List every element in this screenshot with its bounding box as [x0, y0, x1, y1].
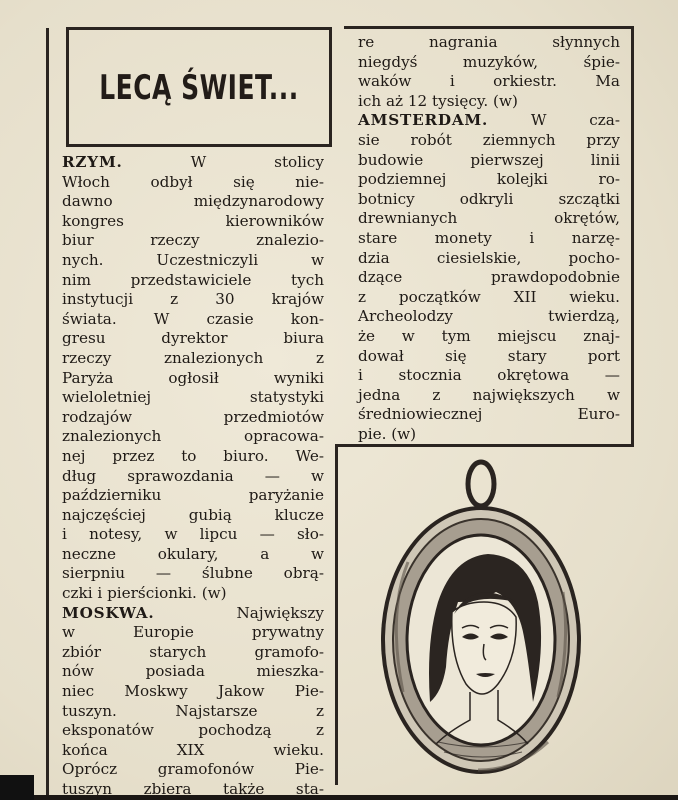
line-text: pie. (w) — [358, 424, 417, 443]
line-text: waków i orkiestr. Ma — [358, 72, 620, 91]
line-text: dzące prawdopodobnie — [358, 268, 620, 287]
line-text: sie robót ziemnych przy — [358, 130, 620, 149]
right-column-line — [358, 229, 620, 249]
line-text: z początków XII wieku. — [358, 287, 620, 306]
left-column-line — [62, 525, 324, 545]
left-column-line — [62, 623, 324, 643]
left-column-line — [62, 760, 324, 780]
right-column-line — [358, 327, 620, 347]
line-text: instytucji z 30 krajów — [62, 290, 324, 309]
left-column-line — [62, 388, 324, 408]
left-text-column — [62, 153, 324, 800]
line-text: niec Moskwy Jakow Pie- — [62, 682, 324, 701]
dateline-keyword: MOSKWA. — [62, 603, 155, 622]
line-text: niegdyś muzyków, śpie- — [358, 52, 620, 71]
line-text: dzia ciesielskie, pocho- — [358, 248, 620, 267]
line-text: wieloletniej statystyki — [62, 388, 324, 407]
left-column-line — [62, 447, 324, 467]
line-text: podziemnej kolejki ro- — [358, 170, 620, 189]
line-text: znalezionych opracowa- — [62, 427, 324, 446]
line-text: ich aż 12 tysięcy. (w) — [358, 91, 518, 110]
right-column-line — [358, 33, 620, 53]
right-column-line — [358, 72, 620, 92]
line-text: drewnianych okrętów, — [358, 209, 620, 228]
left-column-line — [62, 467, 324, 487]
pendant-portrait-illustration — [378, 452, 588, 782]
line-text: nim przedstawiciele tych — [62, 270, 324, 289]
left-column-line — [62, 369, 324, 389]
line-text: W cza- — [488, 111, 620, 130]
line-text: świata. W czasie kon- — [62, 309, 324, 328]
left-column-line — [62, 231, 324, 251]
line-text: tuszyn. Najstarsze z — [62, 701, 324, 720]
right-vertical-rule — [631, 26, 634, 447]
left-column-line — [62, 721, 324, 741]
right-column-line — [358, 209, 620, 229]
left-column-line — [62, 427, 324, 447]
left-column-line — [62, 271, 324, 291]
left-column-line — [62, 212, 324, 232]
line-text: botnicy odkryli szczątki — [358, 189, 620, 208]
line-text: gresu dyrektor biura — [62, 329, 324, 348]
line-text: budowie pierwszej linii — [358, 150, 620, 169]
right-column-line — [358, 249, 620, 269]
left-column-line — [62, 643, 324, 663]
line-text: nych. Uczestniczyli w — [62, 250, 324, 269]
line-text: Archeolodzy twierdzą, — [358, 307, 620, 326]
line-text: i notesy, w lipcu — sło- — [62, 525, 324, 544]
line-text: rodzajów przedmiotów — [62, 407, 324, 426]
left-column-line — [62, 506, 324, 526]
line-text: rzeczy znalezionych z — [62, 348, 324, 367]
pendant-ring — [468, 462, 494, 506]
headline: LECĄ ŚWIET... — [99, 67, 299, 107]
line-text: kongres kierowników — [62, 211, 324, 230]
line-text: stare monety i narzę- — [358, 228, 620, 247]
right-column-line — [358, 386, 620, 406]
line-text: sierpniu — ślubne obrą- — [62, 564, 324, 583]
line-text: średniowiecznej Euro- — [358, 405, 620, 424]
line-text: W stolicy — [122, 153, 324, 171]
right-column-line — [358, 92, 620, 112]
right-column-line — [358, 347, 620, 367]
right-column-line — [358, 268, 620, 288]
left-column-line — [62, 349, 324, 369]
line-text: najczęściej gubią klucze — [62, 505, 324, 524]
left-column-line — [62, 310, 324, 330]
dateline-keyword: AMSTERDAM. — [358, 111, 489, 130]
headline-box — [66, 27, 332, 147]
right-column-line — [358, 366, 620, 386]
left-column-line — [62, 329, 324, 349]
line-text: dawno międzynarodowy — [62, 192, 324, 211]
right-column-line — [358, 288, 620, 308]
left-column-line — [62, 153, 324, 173]
left-column-line — [62, 290, 324, 310]
line-text: październiku paryżanie — [62, 486, 324, 505]
left-column-line — [62, 192, 324, 212]
corner-mark — [0, 775, 34, 800]
line-text: Włoch odbył się nie- — [62, 172, 324, 191]
line-text: tuszyn zbiera także sta- — [62, 780, 324, 798]
left-column-line — [62, 604, 324, 624]
right-column-line — [358, 111, 620, 131]
line-text: Paryża ogłosił wyniki — [62, 368, 324, 387]
left-column-line — [62, 584, 324, 604]
line-text: zbiór starych gramofo- — [62, 642, 324, 661]
line-text: końca XIX wieku. — [62, 740, 324, 759]
left-vertical-rule — [46, 28, 49, 800]
right-column-line — [358, 307, 620, 327]
left-column-line — [62, 564, 324, 584]
line-text: dował się stary port — [358, 346, 620, 365]
line-text: nej przez to biuro. We- — [62, 446, 324, 465]
line-text: w Europie prywatny — [62, 623, 324, 642]
middle-vertical-rule-lower — [335, 445, 338, 785]
line-text: czki i pierścionki. (w) — [62, 584, 227, 603]
left-column-line — [62, 408, 324, 428]
top-right-rule — [344, 26, 634, 29]
left-column-line — [62, 682, 324, 702]
right-column-line — [358, 425, 620, 445]
left-column-line — [62, 780, 324, 800]
line-text: re nagrania słynnych — [358, 33, 620, 51]
dateline-keyword: RZYM. — [62, 153, 123, 171]
right-text-column — [358, 33, 620, 444]
left-column-line — [62, 741, 324, 761]
left-column-line — [62, 486, 324, 506]
right-column-line — [358, 170, 620, 190]
line-text: jedna z największych w — [358, 385, 620, 404]
line-text: że w tym miejscu znaj- — [358, 326, 620, 345]
left-column-line — [62, 662, 324, 682]
right-column-line — [358, 190, 620, 210]
right-column-line — [358, 151, 620, 171]
right-column-line — [358, 131, 620, 151]
line-text: nów posiada mieszka- — [62, 662, 324, 681]
line-text: Oprócz gramofonów Pie- — [62, 760, 324, 779]
line-text: biur rzeczy znalezio- — [62, 231, 324, 250]
line-text: Największy — [154, 603, 324, 622]
left-column-line — [62, 702, 324, 722]
line-text: i stocznia okrętowa — — [358, 366, 620, 385]
right-column-line — [358, 53, 620, 73]
left-column-line — [62, 251, 324, 271]
right-column-line — [358, 405, 620, 425]
left-column-line — [62, 545, 324, 565]
line-text: eksponatów pochodzą z — [62, 721, 324, 740]
left-column-line — [62, 173, 324, 193]
line-text: neczne okulary, a w — [62, 544, 324, 563]
line-text: dług sprawozdania — w — [62, 466, 324, 485]
